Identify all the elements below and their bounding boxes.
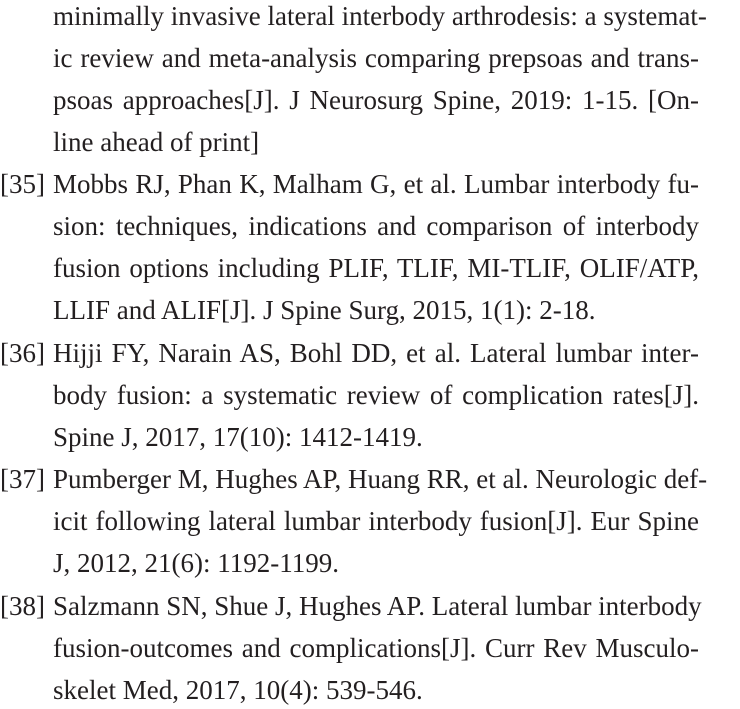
reference-line: Mobbs RJ, Phan K, Malham G, et al. Lumbar interbody fu- (53, 169, 699, 199)
reference-line: psoas approaches[J]. J Neurosurg Spine, 2019: 1-15. [On- (53, 85, 699, 115)
reference-line: minimally invasive lateral interbody arthrodesis: a systemat- (53, 1, 707, 31)
reference-line: skelet Med, 2017, 10(4): 539-546. (53, 675, 423, 705)
reference-line: sion: techniques, indications and comparison of interbody (53, 211, 699, 241)
reference-number: [36] (0, 338, 45, 368)
reference-line: Hijji FY, Narain AS, Bohl DD, et al. Lateral lumbar inter- (53, 338, 699, 368)
reference-line: ic review and meta-analysis comparing prepsoas and trans- (53, 43, 699, 73)
reference-line: LLIF and ALIF[J]. J Spine Surg, 2015, 1(1): 2-18. (53, 295, 596, 325)
reference-line: Spine J, 2017, 17(10): 1412-1419. (53, 422, 423, 452)
reference-number: [37] (0, 464, 45, 494)
reference-line: line ahead of print] (53, 127, 260, 157)
reference-line: J, 2012, 21(6): 1192-1199. (53, 548, 339, 578)
reference-line: Pumberger M, Hughes AP, Huang RR, et al. Neurologic def- (53, 464, 708, 494)
reference-line: fusion-outcomes and complications[J]. Curr Rev Musculo- (53, 633, 699, 663)
reference-line: Salzmann SN, Shue J, Hughes AP. Lateral lumbar interbody (53, 591, 702, 621)
reference-number: [38] (0, 591, 45, 621)
reference-line: icit following lateral lumbar interbody fusion[J]. Eur Spine (53, 506, 699, 536)
reference-line: fusion options including PLIF, TLIF, MI-TLIF, OLIF/ATP, (53, 253, 699, 283)
reference-number: [35] (0, 169, 45, 199)
reference-line: body fusion: a systematic review of complication rates[J]. (53, 380, 699, 410)
